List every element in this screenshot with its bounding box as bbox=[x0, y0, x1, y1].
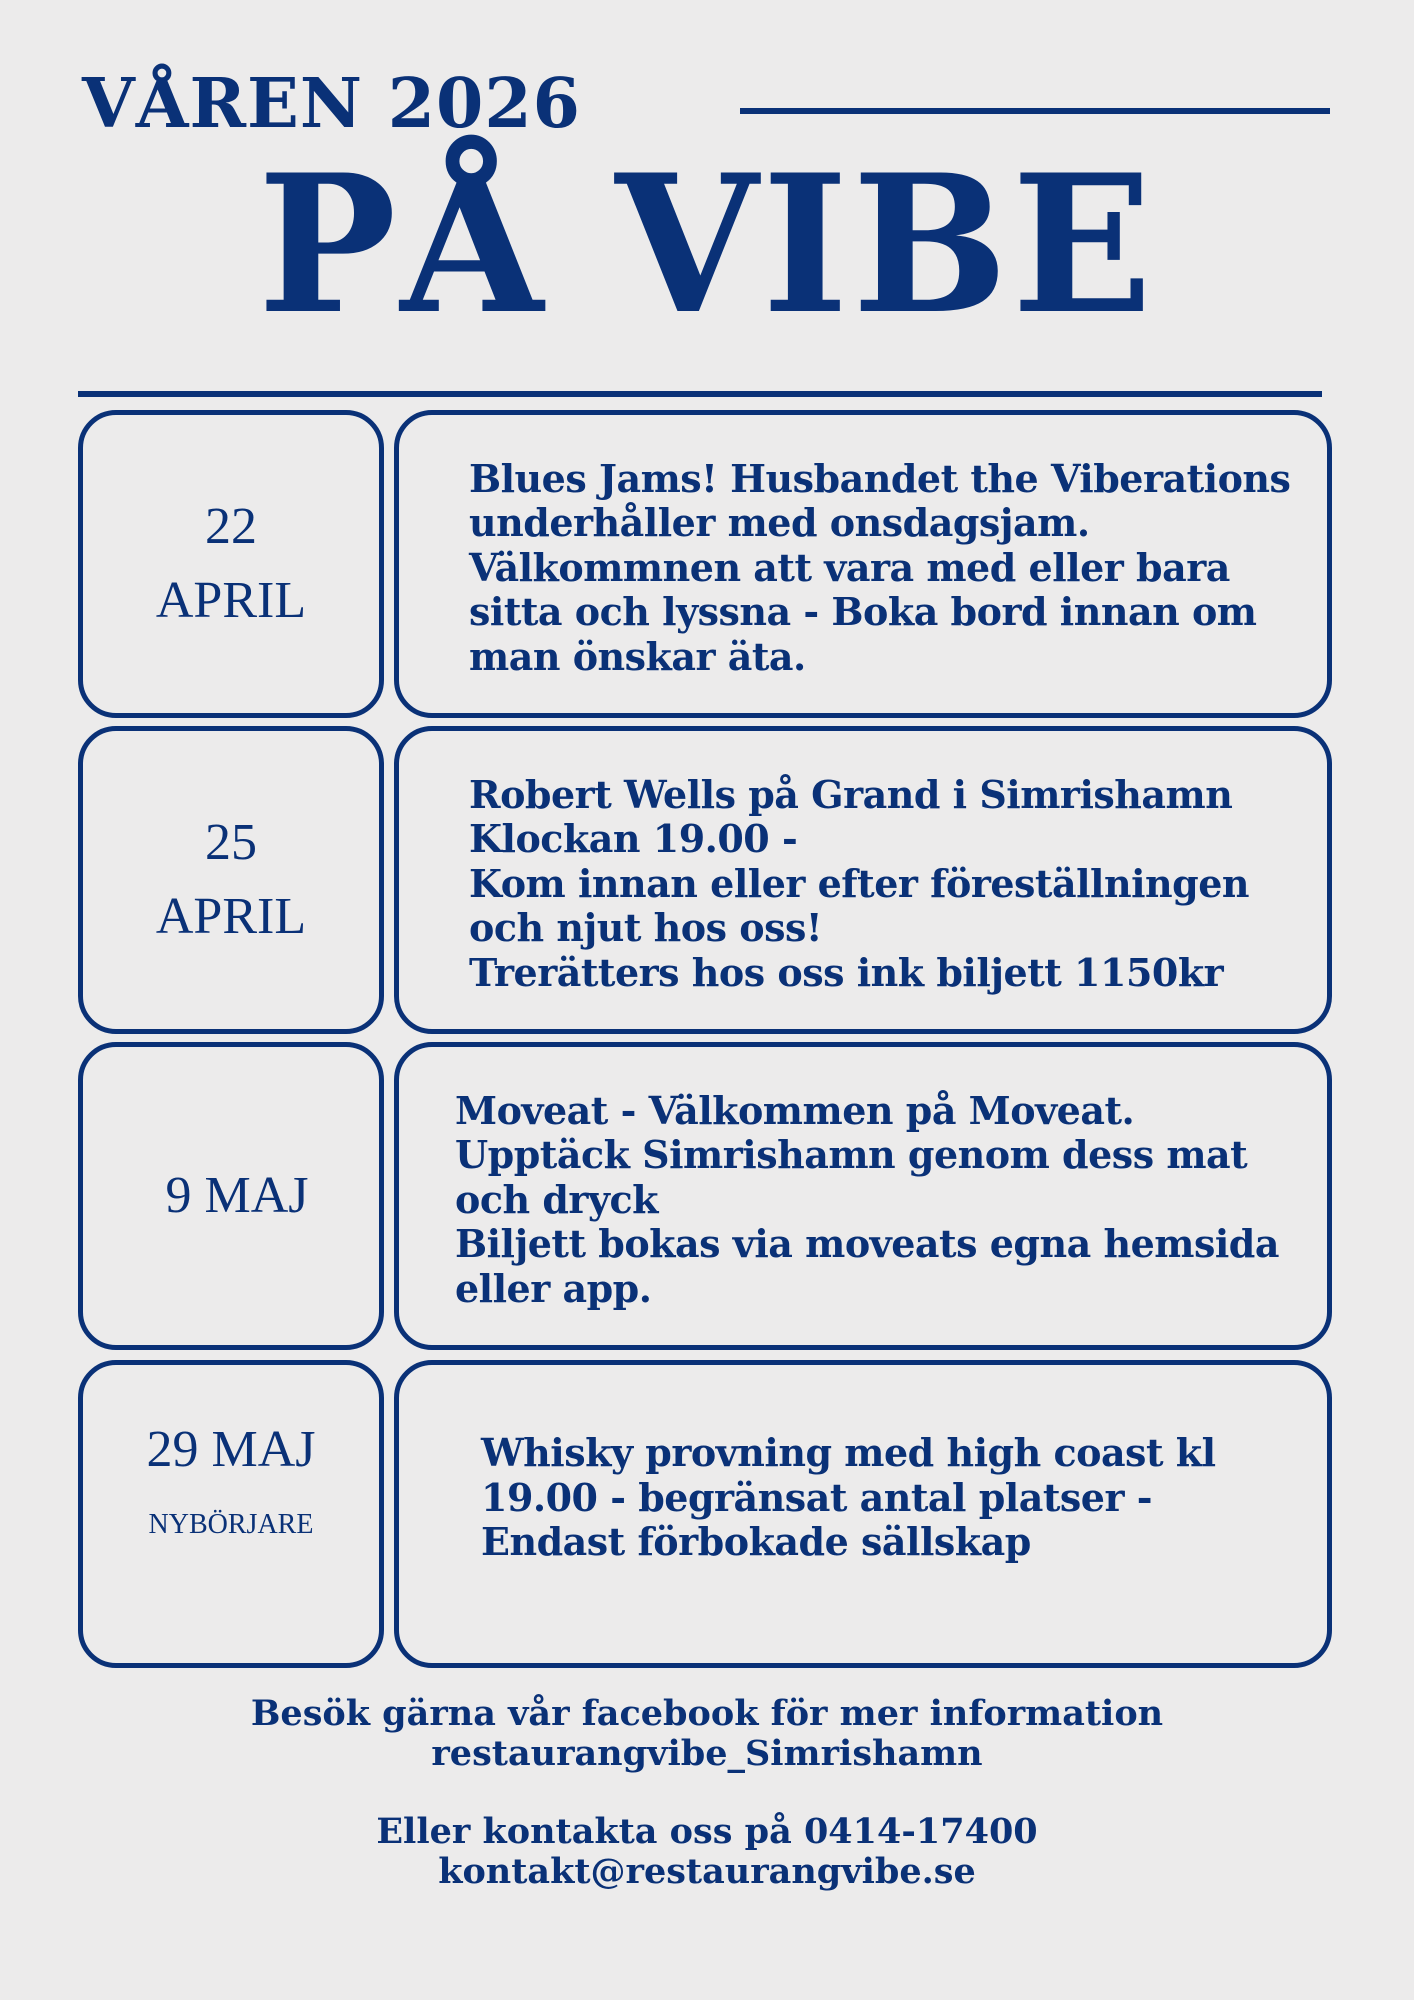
footer-facebook-handle: restaurangvibe_Simrishamn bbox=[431, 1733, 983, 1774]
event-description-line: Whisky provning med high coast kl bbox=[481, 1430, 1216, 1475]
event-date-box bbox=[78, 410, 384, 718]
event-description-line: Trerätters hos oss ink biljett 1150kr bbox=[469, 949, 1224, 995]
event-description-line: och dryck bbox=[455, 1176, 658, 1222]
footer-facebook-line: Besök gärna vår facebook för mer information bbox=[250, 1693, 1164, 1734]
event-date-day: 25 bbox=[205, 814, 257, 871]
event-description-line: Moveat - Välkommen på Moveat. bbox=[455, 1087, 1135, 1133]
event-description-line: Klockan 19.00 - bbox=[469, 816, 798, 862]
footer-email: kontakt@restaurangvibe.se bbox=[438, 1851, 976, 1892]
event-date-box bbox=[78, 1360, 384, 1668]
event-description-line: Välkommnen att vara med eller bara bbox=[469, 544, 1230, 590]
event-description-line: Upptäck Simrishamn genom dess mat bbox=[455, 1132, 1248, 1178]
event-date-day: 22 bbox=[205, 498, 257, 555]
title-divider bbox=[78, 391, 1322, 397]
event-row bbox=[78, 1360, 1332, 1664]
event-description-line: sitta och lyssna - Boka bord innan om bbox=[469, 589, 1257, 635]
event-description-line: och njut hos oss! bbox=[469, 905, 823, 951]
event-description-box bbox=[394, 410, 1332, 718]
event-description-line: underhåller med onsdagsjam. bbox=[469, 500, 1090, 546]
event-date-box bbox=[78, 1042, 384, 1350]
event-row bbox=[78, 410, 1332, 714]
event-description-box bbox=[394, 1042, 1332, 1350]
event-description-line: Biljett bokas via moveats egna hemsida bbox=[455, 1221, 1279, 1267]
event-date: 29 MAJ bbox=[146, 1421, 316, 1478]
event-description-line: man önskar äta. bbox=[469, 633, 806, 679]
event-description-line: Robert Wells på Grand i Simrishamn bbox=[469, 771, 1233, 817]
footer-contact-line: Eller kontakta oss på 0414-17400 bbox=[376, 1811, 1038, 1852]
page-title: PÅ VIBE bbox=[257, 133, 1157, 356]
event-description-line: Blues Jams! Husbandet the Viberations bbox=[469, 455, 1291, 501]
event-description-line: Endast förbokade sällskap bbox=[481, 1519, 1031, 1564]
season-heading: VÅREN 2026 bbox=[82, 64, 581, 144]
event-row bbox=[78, 1042, 1332, 1346]
event-level-label: NYBÖRJARE bbox=[148, 1509, 314, 1540]
event-date-month: APRIL bbox=[155, 888, 307, 945]
event-description-line: Kom innan eller efter föreställningen bbox=[469, 860, 1250, 906]
top-divider bbox=[740, 108, 1330, 114]
event-description-box bbox=[394, 1360, 1332, 1668]
event-description-line: 19.00 - begränsat antal platser - bbox=[481, 1474, 1152, 1520]
event-row bbox=[78, 726, 1332, 1030]
event-date-box bbox=[78, 726, 384, 1034]
event-date: 9 MAJ bbox=[165, 1167, 309, 1224]
event-description-box bbox=[394, 726, 1332, 1034]
event-description-line: eller app. bbox=[455, 1265, 652, 1311]
event-date-month: APRIL bbox=[155, 572, 307, 629]
